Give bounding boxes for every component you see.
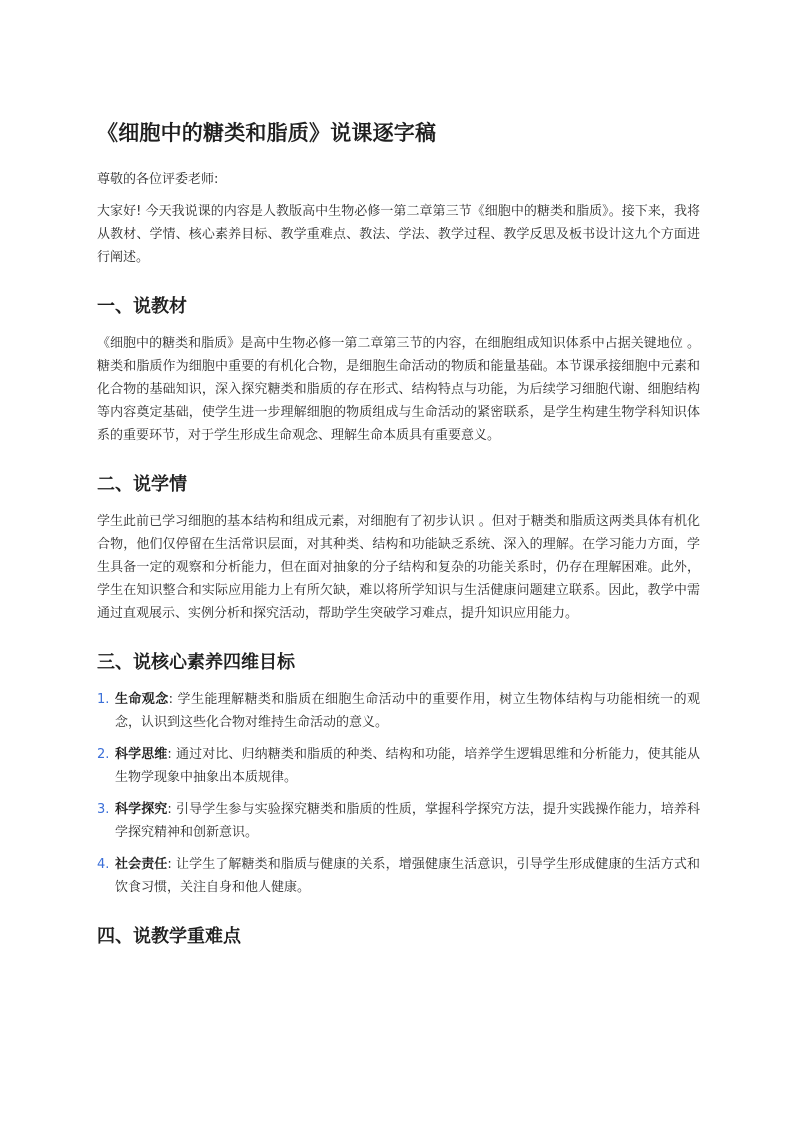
greeting: 尊敬的各位评委老师: [97, 172, 219, 187]
document-page [97, 118, 700, 962]
list-number: 1. [97, 692, 110, 707]
goal-term: 社会责任 [115, 857, 168, 872]
list-item [97, 688, 700, 734]
list-item [97, 853, 700, 899]
goal-separator: : [167, 802, 177, 817]
goal-term: 科学思维 [115, 747, 168, 762]
goal-text: 通过对比、归纳糖类和脂质的种类、结构和功能，培养学生逻辑思维和分析能力，使其能从生物学现象中抽象出本质规律。 [115, 747, 700, 785]
list-number: 4. [97, 857, 110, 872]
textbook-paragraph: 《细胞中的糖类和脂质》是高中生物必修一第二章第三节的内容，在细胞组成知识体系中占据关键地位 。糖类和脂质作为细胞中重要的有机化合物，是细胞生命活动的物质和能量基础。本节课承接细胞中元素和化合物的基础知识，深入探究糖类和脂质的存在形式、结构特点与功能，为后续学习细胞代谢、细胞结构等内容奠定基础，使学生进一步理解细胞的物质组成与生命活动的紧密联系，是学生构建生物学科知识体系的重要环节，对于学生形成生命观念、理解生命本质具有重要意义。 [97, 336, 700, 443]
document-title: 《细胞中的糖类和脂质》说课逐字稿 [97, 121, 437, 145]
section-heading-students: 二、说学情 [97, 474, 187, 495]
goal-separator: : [167, 747, 177, 762]
list-number: 3. [97, 802, 110, 817]
list-item [97, 743, 700, 789]
students-paragraph: 学生此前已学习细胞的基本结构和组成元素，对细胞有了初步认识 。但对于糖类和脂质这两类具体有机化合物，他们仅停留在生活常识层面，对其种类、结构和功能缺乏系统、深入的理解。在学习能力方面，学生具备一定的观察和分析能力，但在面对抽象的分子结构和复杂的功能关系时，仍存在理解困难。此外，学生在知识整合和实际应用能力上有所欠缺，难以将所学知识与生活健康问题建立联系。因此，教学中需通过直观展示、实例分析和探究活动，帮助学生突破学习难点，提升知识应用能力。 [97, 514, 700, 621]
section-heading-textbook: 一、说教材 [97, 296, 187, 317]
list-item [97, 798, 700, 844]
goals-list [97, 688, 700, 899]
goal-separator: : [168, 692, 178, 707]
goal-text: 让学生了解糖类和脂质与健康的关系，增强健康生活意识，引导学生形成健康的生活方式和饮食习惯，关注自身和他人健康。 [115, 857, 700, 895]
intro-paragraph: 大家好! 今天我说课的内容是人教版高中生物必修一第二章第三节《细胞中的糖类和脂质》。接下来，我将从教材、学情、核心素养目标、教学重难点、教法、学法、教学过程、教学反思及板书设计这九个方面进行阐述。 [97, 204, 700, 265]
goal-term: 生命观念 [115, 692, 169, 707]
list-number: 2. [97, 747, 110, 762]
goal-text: 学生能理解糖类和脂质在细胞生命活动中的重要作用，树立生物体结构与功能相统一的观念，认识到这些化合物对维持生命活动的意义。 [115, 692, 700, 730]
goal-term: 科学探究 [115, 802, 168, 817]
goal-separator: : [167, 857, 177, 872]
section-heading-key-points: 四、说教学重难点 [97, 926, 241, 947]
goal-text: 引导学生参与实验探究糖类和脂质的性质，掌握科学探究方法，提升实践操作能力，培养科学探究精神和创新意识。 [115, 802, 700, 840]
section-heading-goals: 三、说核心素养四维目标 [97, 652, 295, 673]
